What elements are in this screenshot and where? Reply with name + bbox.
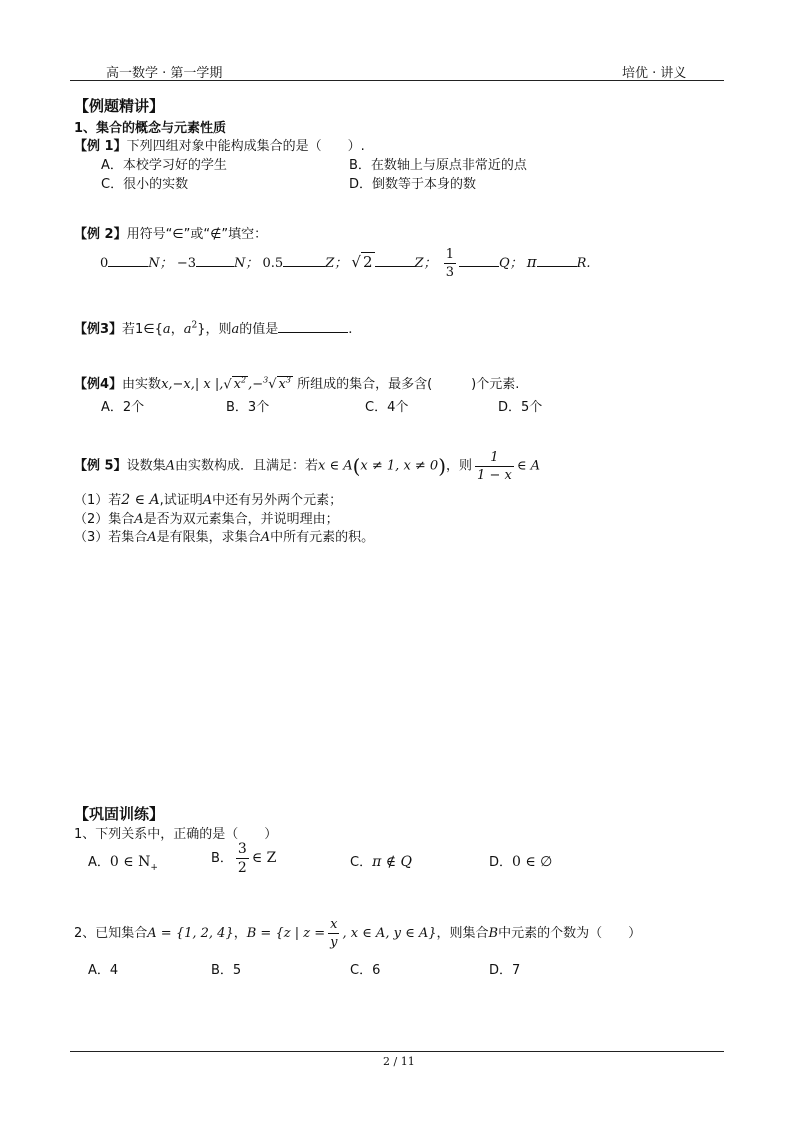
q1-opt-b-frac: $\frac{3}{2}$ — [237, 841, 247, 876]
ex2-item-r: R. — [576, 256, 591, 271]
ex5-paren-open: ( — [352, 454, 361, 478]
ex5-sub3-A: A — [147, 530, 157, 545]
q2-setB1: B = {z | z = — [246, 926, 326, 941]
example-1-label: 【例 1】 — [74, 139, 127, 154]
ex3-answer-blank[interactable] — [278, 320, 348, 333]
ex5-cond: x ∈ A — [318, 458, 353, 474]
example-4-label: 【例4】 — [74, 377, 123, 392]
q2-B: B — [488, 926, 499, 941]
ex3-text-before: 若1∈{ — [122, 322, 163, 337]
q1-opt-b-expr: ∈ Z — [251, 850, 277, 866]
ex5-sub1-A: A — [202, 493, 213, 508]
practice-q1-option-d — [489, 851, 552, 870]
ex2-blank-4[interactable] — [375, 254, 415, 267]
ex5-sub3 — [74, 526, 374, 545]
ex5-sub1-end: 中还有另外两个元素； — [212, 493, 343, 508]
example-2-question: 用符号“∈”或“∉”填空： — [126, 227, 268, 242]
q1-opt-c-expr: π ∉ Q — [372, 854, 413, 870]
example-4 — [74, 373, 519, 392]
ex2-item-0: 0 — [100, 256, 109, 271]
ex2-item-pi: π — [526, 253, 537, 271]
example-1-question: 下列四组对象中能构成集合的是（ ）. — [126, 139, 365, 154]
ex2-blank-6[interactable] — [537, 254, 577, 267]
ex5-sub2 — [74, 508, 339, 527]
section-subheading: 1、集合的概念与元素性质 — [74, 121, 227, 136]
header-right-title: 培优 · 讲义 — [622, 66, 687, 81]
ex4-expr: x,−x,| x |, — [161, 377, 224, 392]
ex2-blank-3[interactable] — [283, 254, 325, 267]
q2-sep: ， — [233, 926, 247, 941]
ex2-item-n2: N； — [233, 256, 259, 271]
q2-setA: A = {1, 2, 4} — [147, 926, 234, 941]
example-4-option-a: A．2个 — [101, 400, 145, 415]
ex2-item-q: Q； — [498, 256, 523, 271]
practice-q1-option-a — [88, 851, 158, 873]
q1-opt-d-label: D． — [489, 855, 513, 870]
ex2-item-z2: Z； — [414, 256, 437, 271]
example-1-option-d: D．倒数等于本身的数 — [349, 177, 477, 192]
ex3-text-after: }，则 — [197, 322, 232, 337]
ex2-item-z1: Z； — [325, 256, 348, 271]
ex5-in-A: ∈ A — [516, 458, 540, 474]
example-4-option-c: C．4个 — [365, 400, 409, 415]
ex5-sub2-rest: 是否为双元素集合，并说明理由； — [143, 512, 339, 527]
ex4-text2: 所组成的集合，最多含( )个元素. — [297, 377, 520, 392]
ex3-text-end: 的值是 — [239, 322, 279, 337]
q1-opt-c-label: C． — [350, 855, 373, 870]
ex2-blank-2[interactable] — [196, 254, 234, 267]
practice-q1-option-c — [350, 851, 412, 870]
ex2-blank-1[interactable] — [108, 254, 148, 267]
ex3-period: . — [348, 322, 353, 337]
example-1-option-a: A．本校学习好的学生 — [101, 158, 227, 173]
ex3-var-a: a — [162, 322, 171, 337]
header-left-title: 高一数学 · 第一学期 — [106, 66, 223, 81]
ex2-item-neg3: −3 — [176, 256, 196, 271]
ex5-text2: 由实数构成．且满足：若 — [174, 458, 318, 474]
ex5-text1: 设数集 — [126, 458, 166, 474]
example-1-option-b: B．在数轴上与原点非常近的点 — [349, 158, 527, 173]
practice-q2-option-b: B．5 — [211, 963, 242, 978]
example-4-option-d: D．5个 — [498, 400, 543, 415]
ex2-item-05: 0.5 — [262, 256, 284, 271]
practice-q2-option-d: D．7 — [489, 963, 521, 978]
section-heading-examples: 【例题精讲】 — [74, 97, 165, 115]
ex3-a-squared: a — [183, 322, 192, 337]
ex2-blank-5[interactable] — [459, 254, 499, 267]
ex5-sub2-label: （2）集合 — [74, 512, 135, 527]
q1-opt-a-label: A． — [88, 855, 110, 870]
practice-q1-option-b — [211, 838, 276, 879]
example-5 — [74, 450, 540, 483]
example-4-option-b: B．3个 — [226, 400, 270, 415]
ex5-A: A — [165, 458, 175, 474]
practice-q1-text: 1、下列关系中，正确的是（ ） — [74, 827, 278, 842]
ex5-sub1-expr: 2 ∈ A — [121, 492, 160, 508]
ex5-paren-close: ) — [438, 454, 447, 478]
ex4-text1: 由实数 — [122, 377, 162, 392]
ex5-sub3-mid: 是有限集，求集合 — [156, 530, 261, 545]
ex5-sub3-A2: A — [260, 530, 271, 545]
ex5-sub2-A: A — [134, 512, 144, 527]
example-2-label: 【例 2】 — [74, 227, 127, 242]
example-3 — [74, 318, 352, 337]
practice-q2-option-c: C．6 — [350, 963, 381, 978]
ex3-var-a2: a — [231, 322, 240, 337]
ex5-cond2: x ≠ 1, x ≠ 0 — [360, 458, 439, 474]
example-2-fill-line — [100, 244, 591, 282]
q1-opt-b-label: B． — [211, 851, 233, 866]
footer-page-number: 2 / 11 — [383, 1055, 415, 1068]
section-heading-practice: 【巩固训练】 — [74, 805, 165, 823]
q1-opt-a-expr: 0 ∈ $N_+$ — [109, 854, 158, 873]
ex4-sqrt-x2: √ $x^2$ — [223, 375, 247, 392]
q2-text3: 中元素的个数为（ ） — [498, 926, 642, 941]
ex5-sub3-end: 中所有元素的积。 — [270, 530, 375, 545]
example-5-label: 【例 5】 — [74, 458, 127, 474]
ex2-frac-1-3: $\frac{1}{3}$ — [445, 247, 454, 280]
ex4-cbrt: ,−$^3$√ $x^3$ — [248, 375, 291, 392]
ex3-sep: ， — [170, 322, 184, 337]
q2-text2: ，则集合 — [436, 926, 489, 941]
practice-q2-option-a: A．4 — [88, 963, 119, 978]
ex2-sqrt2: √ 2 — [351, 253, 373, 271]
ex3-sup: 2 — [191, 320, 198, 331]
example-2 — [74, 223, 267, 242]
q2-frac-xy: $\frac{x}{y}$ — [330, 917, 338, 950]
q2-setB2: , x ∈ A, y ∈ A} — [342, 926, 437, 941]
example-1-option-c: C．很小的实数 — [101, 177, 189, 192]
q1-opt-d-expr: 0 ∈ ∅ — [512, 854, 553, 870]
example-3-label: 【例3】 — [74, 322, 123, 337]
ex2-item-n1: N； — [148, 256, 173, 271]
header-rule — [70, 80, 724, 81]
ex5-sub3-label: （3）若集合 — [74, 530, 148, 545]
q2-text1: 2、已知集合 — [74, 926, 148, 941]
ex5-sub1-label: （1）若 — [74, 493, 122, 508]
ex5-sub1 — [74, 489, 342, 508]
ex5-frac: $\frac{1}{1 - x}$ — [477, 449, 512, 483]
practice-q2 — [74, 914, 641, 954]
footer-rule — [70, 1051, 724, 1052]
ex5-then: ，则 — [446, 458, 473, 474]
example-1 — [74, 135, 365, 154]
ex5-sub1-rest: ,试证明 — [159, 493, 203, 508]
